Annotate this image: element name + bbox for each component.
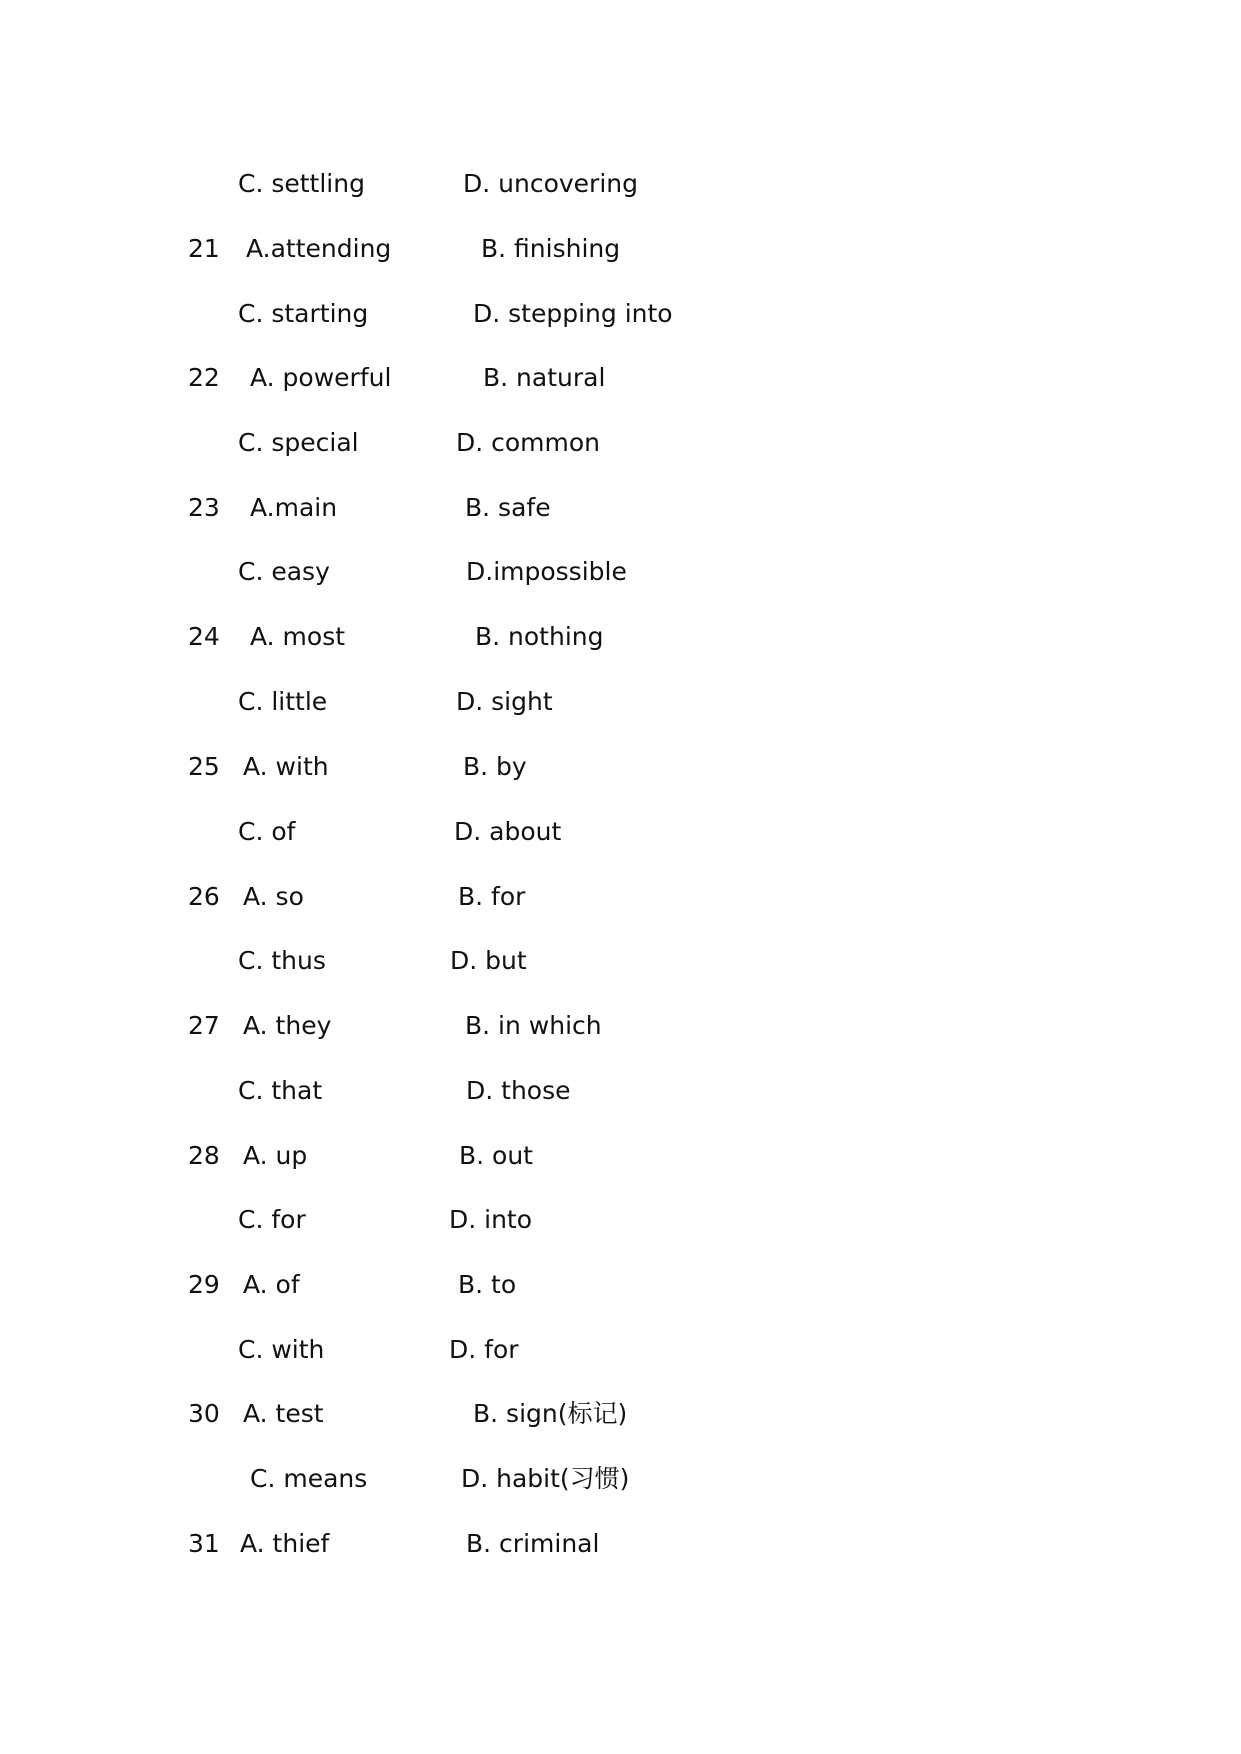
option-right: D. into (449, 1205, 533, 1234)
option-left: A.attending (246, 234, 392, 263)
option-left: C. easy (238, 557, 330, 586)
option-right: B. in which (465, 1011, 602, 1040)
question-number: 23 (188, 493, 220, 522)
option-row (0, 552, 1241, 592)
option-left: A. with (243, 752, 329, 781)
option-right: B. to (458, 1270, 517, 1299)
option-left: A. up (243, 1141, 308, 1170)
question-number: 29 (188, 1270, 220, 1299)
option-left: A. they (243, 1011, 332, 1040)
option-right: D. sight (456, 687, 553, 716)
option-left: A.main (250, 493, 338, 522)
option-left: C. thus (238, 946, 326, 975)
option-row (0, 747, 1241, 787)
option-row (0, 941, 1241, 981)
option-right: B. criminal (466, 1529, 600, 1558)
option-left: A. thief (240, 1529, 330, 1558)
option-left: C. settling (238, 169, 365, 198)
question-number: 31 (188, 1529, 220, 1558)
option-right: B. by (463, 752, 527, 781)
option-left: A. so (243, 882, 304, 911)
option-row (0, 877, 1241, 917)
option-row (0, 1200, 1241, 1240)
option-left: A. powerful (250, 363, 392, 392)
option-left: C. with (238, 1335, 325, 1364)
option-row (0, 294, 1241, 334)
option-left: C. little (238, 687, 328, 716)
option-row (0, 1136, 1241, 1176)
option-right: D.impossible (466, 557, 627, 586)
option-left: A. test (243, 1399, 324, 1428)
question-number: 24 (188, 622, 220, 651)
option-right: D. those (466, 1076, 571, 1105)
question-number: 22 (188, 363, 220, 392)
option-right: D. stepping into (473, 299, 673, 328)
option-left: C. for (238, 1205, 306, 1234)
option-row (0, 812, 1241, 852)
option-row (0, 1071, 1241, 1111)
option-right: D. habit(习惯) (461, 1464, 630, 1493)
option-right: D. for (449, 1335, 519, 1364)
option-left: C. that (238, 1076, 323, 1105)
option-left: C. starting (238, 299, 369, 328)
option-row (0, 1524, 1241, 1564)
option-row (0, 229, 1241, 269)
option-row (0, 1394, 1241, 1434)
option-right: D. but (450, 946, 527, 975)
option-right: B. natural (483, 363, 606, 392)
option-right: B. out (459, 1141, 533, 1170)
option-right: D. common (456, 428, 601, 457)
question-number: 26 (188, 882, 220, 911)
option-row (0, 1006, 1241, 1046)
option-row (0, 617, 1241, 657)
option-left: A. of (243, 1270, 300, 1299)
option-row (0, 164, 1241, 204)
option-row (0, 1265, 1241, 1305)
option-row (0, 358, 1241, 398)
question-number: 25 (188, 752, 220, 781)
option-left: A. most (250, 622, 346, 651)
option-right: B. sign(标记) (473, 1399, 628, 1428)
option-right: D. about (454, 817, 562, 846)
question-number: 30 (188, 1399, 220, 1428)
option-left: C. means (250, 1464, 368, 1493)
option-right: B. finishing (481, 234, 621, 263)
option-row (0, 1330, 1241, 1370)
option-right: B. nothing (475, 622, 604, 651)
option-right: B. safe (465, 493, 551, 522)
option-right: B. for (458, 882, 526, 911)
option-right: D. uncovering (463, 169, 638, 198)
option-row (0, 682, 1241, 722)
question-number: 28 (188, 1141, 220, 1170)
question-number: 27 (188, 1011, 220, 1040)
option-row (0, 1459, 1241, 1499)
option-left: C. special (238, 428, 359, 457)
option-left: C. of (238, 817, 296, 846)
option-row (0, 488, 1241, 528)
question-number: 21 (188, 234, 220, 263)
option-row (0, 423, 1241, 463)
